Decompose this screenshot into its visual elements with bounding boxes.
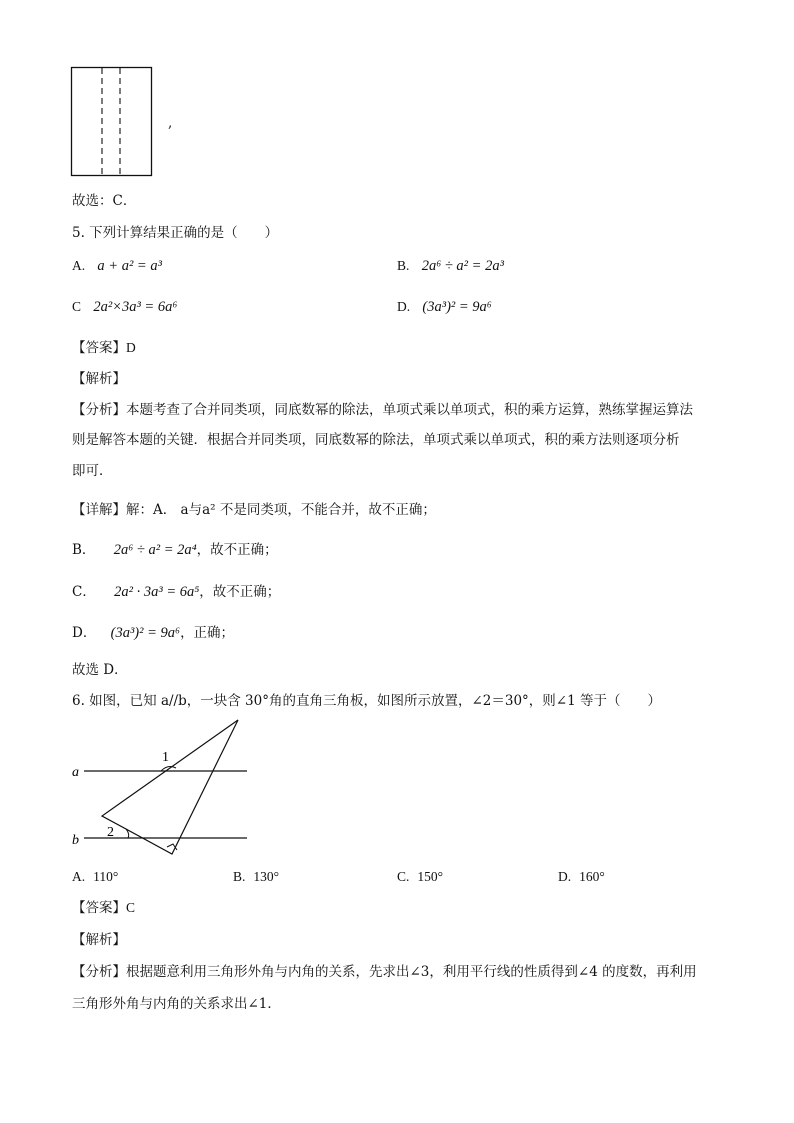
q5-detail-b-label: B． xyxy=(72,542,96,558)
q6-option-c-value: 150° xyxy=(417,869,444,884)
q5-fenxi-line-1 xyxy=(72,400,693,420)
q5-detail-c xyxy=(72,582,280,602)
q5-fenxi-text-1: 本题考查了合并同类项，同底数幂的除法，单项式乘以单项式，积的乘方运算，熟练掌握运算法 xyxy=(126,402,693,418)
q6-fenxi-text-1: 根据题意利用三角形外角与内角的关系，先求出∠3，利用平行线的性质得到∠4 的度数，再利用 xyxy=(126,964,697,980)
q6-option-a-value: 110° xyxy=(93,869,119,884)
q6-analysis-tag: 【解析】 xyxy=(72,932,126,948)
q6-answer-value: C xyxy=(126,900,136,915)
q5-fenxi-line-3: 即可． xyxy=(72,463,113,479)
folded-paper-figure xyxy=(70,66,154,178)
q5-option-b xyxy=(397,258,504,275)
q6-fenxi-tag: 【分析】 xyxy=(72,964,126,980)
previous-answer: 故选：C． xyxy=(72,193,137,209)
q6-option-c xyxy=(397,869,443,885)
q5-detail-c-tail: ，故不正确； xyxy=(199,584,281,600)
q5-option-d-expr: (3a³)² = 9a⁶ xyxy=(422,299,492,315)
q5-option-a-expr: a + a² = a³ xyxy=(97,258,162,274)
q5-fenxi-tag: 【分析】 xyxy=(72,402,126,418)
q5-detail-a xyxy=(72,500,436,520)
q5-option-c xyxy=(72,299,177,316)
q5-option-c-expr: 2a²×3a³ = 6a⁶ xyxy=(93,299,178,315)
q5-detail-c-expr: 2a² · 3a³ = 6a⁵ xyxy=(114,584,200,600)
q5-option-b-label: B. xyxy=(397,258,410,273)
q6-option-b-label: B. xyxy=(233,869,246,884)
q6-option-a xyxy=(72,869,118,885)
q5-answer-row xyxy=(72,338,136,358)
q5-detail-a-text: 解：A． a与a² 不是同类项，不能合并，故不正确； xyxy=(126,502,436,518)
q5-option-d-label: D. xyxy=(397,299,411,314)
q6-option-d-value: 160° xyxy=(579,869,605,884)
q5-detail-d-expr: (3a³)² = 9a⁶ xyxy=(110,625,181,641)
q6-answer-tag: 【答案】 xyxy=(72,900,126,916)
line-b-label: b xyxy=(72,833,79,848)
q5-answer-value: D xyxy=(126,340,136,355)
q5-detail-b-tail: ，故不正确； xyxy=(196,542,278,558)
q5-option-c-label: C xyxy=(72,299,82,314)
q6-parallel-lines-figure xyxy=(64,712,254,862)
figure-comma: , xyxy=(168,115,173,131)
q5-detail-b-expr: 2a⁶ ÷ a² = 2a⁴ xyxy=(113,542,197,558)
q6-option-c-label: C. xyxy=(397,869,410,884)
angle-2-label: 2 xyxy=(107,825,114,840)
q5-option-a-label: A. xyxy=(72,258,86,273)
q6-option-d xyxy=(558,869,605,885)
q5-option-a xyxy=(72,258,162,275)
line-a-label: a xyxy=(72,765,79,780)
q6-option-b-value: 130° xyxy=(253,869,280,884)
q6-fenxi-line-1 xyxy=(72,962,697,982)
q6-option-b xyxy=(233,869,279,885)
q6-fenxi-line-2: 三角形外角与内角的关系求出∠1． xyxy=(72,996,281,1012)
q5-detail-d-label: D． xyxy=(72,625,97,641)
q6-stem: 6. 如图，已知 a//b，一块含 30°角的直角三角板，如图所示放置，∠2＝30°，则∠1 等于（ ） xyxy=(72,693,661,709)
q5-analysis-tag: 【解析】 xyxy=(72,371,126,387)
q6-option-d-label: D. xyxy=(558,869,572,884)
q5-option-b-expr: 2a⁶ ÷ a² = 2a³ xyxy=(421,258,504,274)
q5-detail-d xyxy=(72,623,234,643)
q5-detail-b xyxy=(72,540,278,560)
q5-detail-d-tail: ，正确； xyxy=(180,625,235,641)
q6-answer-row xyxy=(72,898,135,918)
q5-conclusion: 故选 D． xyxy=(72,662,128,678)
q5-stem: 5. 下列计算结果正确的是（ ） xyxy=(72,225,279,241)
q5-option-d xyxy=(397,299,492,316)
q5-detail-c-label: C． xyxy=(72,584,96,600)
q5-fenxi-line-2: 则是解答本题的关键．根据合并同类项，同底数幂的除法，单项式乘以单项式，积的乘方法则逐项分析 xyxy=(72,432,680,448)
q5-detail-tag: 【详解】 xyxy=(72,502,126,518)
q5-answer-tag: 【答案】 xyxy=(72,340,126,356)
angle-1-label: 1 xyxy=(162,750,169,765)
q6-option-a-label: A. xyxy=(72,869,86,884)
